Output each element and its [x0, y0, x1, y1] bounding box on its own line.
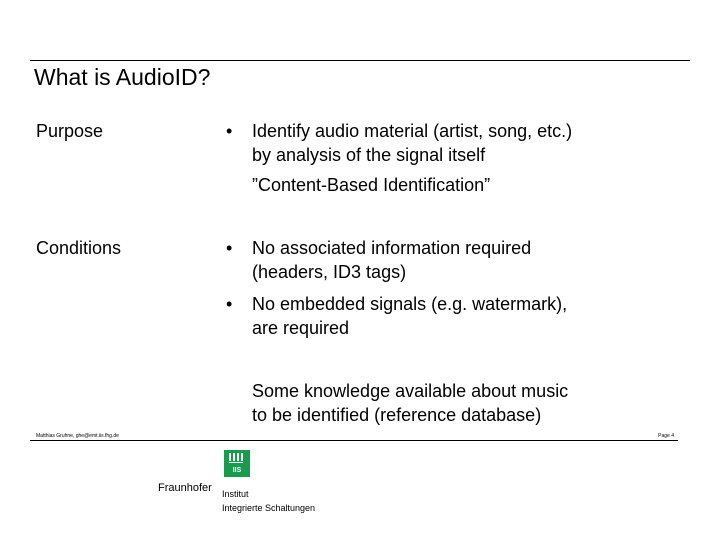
bullet-text: Identify audio material (artist, song, etc.)	[252, 121, 573, 141]
conditions-note-line-1: Some knowledge available about music	[252, 381, 569, 401]
logo-text: IIS	[232, 467, 242, 474]
conditions-note-line-2: to be identified (reference database)	[252, 405, 542, 425]
footer-page-number: Page 4	[658, 433, 674, 439]
conditions-bullet-1-line-2: (headers, ID3 tags)	[252, 262, 407, 282]
bullet-text: No associated information required	[252, 238, 532, 258]
institute-line-1: Institut	[222, 489, 249, 499]
conditions-bullet-2-line-2: are required	[252, 318, 350, 338]
fraunhofer-logo-icon	[224, 450, 250, 477]
purpose-line-2: by analysis of the signal itself	[252, 145, 486, 165]
bullet-mark: •	[226, 294, 233, 314]
institute-line-2: Integrierte Schaltungen	[222, 503, 316, 513]
bullet-text: No embedded signals (e.g. watermark),	[252, 294, 568, 314]
footer-rule	[30, 440, 678, 441]
title-rule	[30, 60, 690, 61]
purpose-line-3: ”Content-Based Identification”	[252, 175, 491, 195]
footer-author: Matthias Gruhne, ghe@emt.iis.fhg.de	[36, 433, 119, 439]
purpose-label: Purpose	[36, 121, 104, 141]
org-name: Fraunhofer	[158, 482, 212, 494]
conditions-label: Conditions	[36, 238, 122, 258]
slide-title: What is AudioID?	[34, 64, 211, 90]
bullet-mark: •	[226, 238, 233, 258]
bullet-mark: •	[226, 121, 233, 141]
